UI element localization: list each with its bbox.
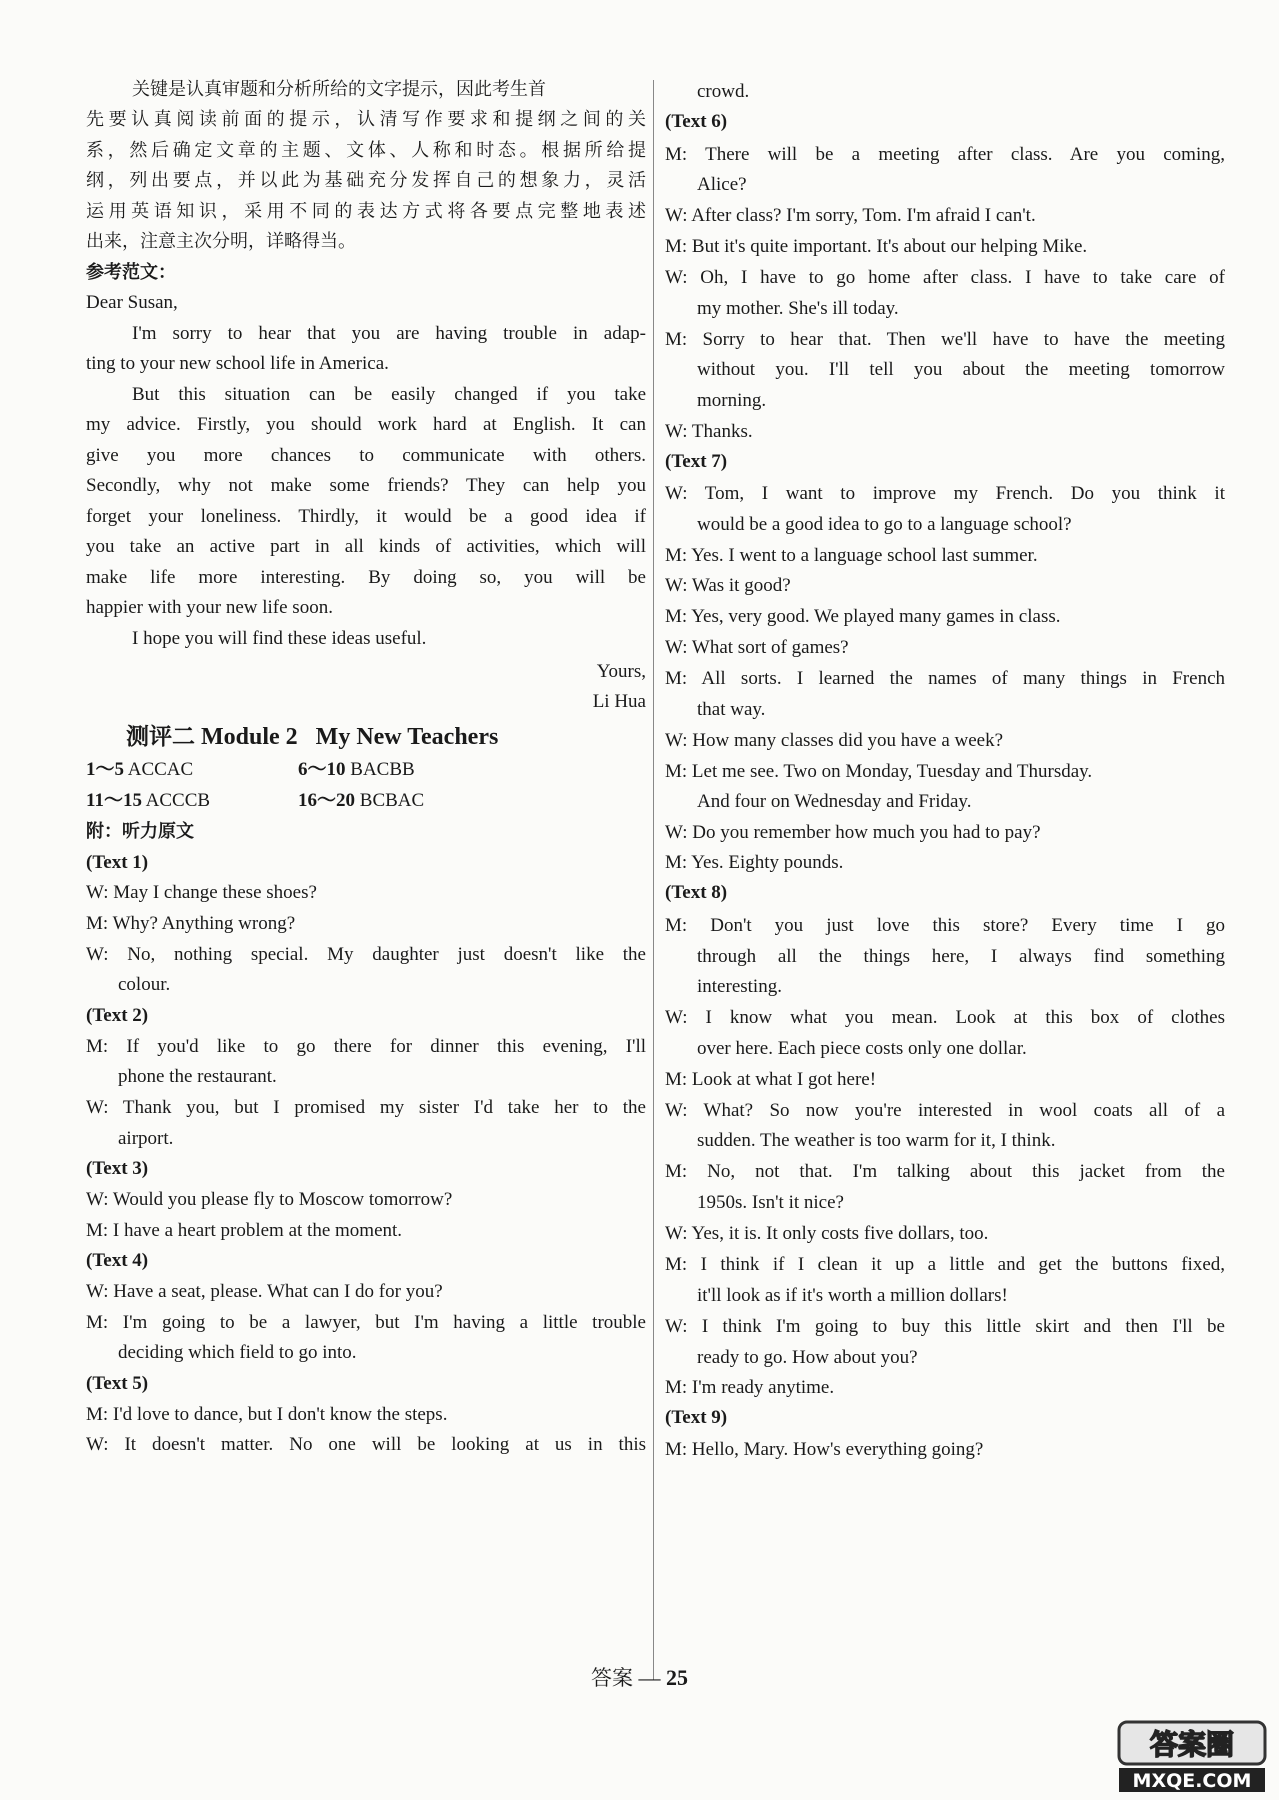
dialogue-line: And four on Wednesday and Friday. [697,791,972,812]
dialogue-line: M: No, not that. I'm talking about this jacket from the [665,1161,1225,1182]
dialogue-line: interesting. [697,976,782,997]
answer-row [86,789,210,813]
dialogue-line: W: May I change these shoes? [86,882,317,903]
appendix-label: 附：听力原文 [86,821,194,842]
letter-line: you take an active part in all kinds of activities, which will [86,536,646,557]
text-heading: (Text 2) [86,1005,149,1026]
dialogue-line: W: What sort of games? [665,637,849,658]
watermark-text-cn: 答案圈 [1149,1728,1235,1761]
dialogue-line: phone the restaurant. [118,1066,277,1087]
text-heading: (Text 4) [86,1250,149,1271]
dialogue-line: M: I'd love to dance, but I don't know the steps. [86,1404,448,1425]
intro-line: 先要认真阅读前面的提示，认清写作要求和提纲之间的关 [86,109,646,130]
text-heading: (Text 1) [86,852,149,873]
dialogue-line: M: Look at what I got here! [665,1069,877,1090]
page-footer [0,1662,1279,1692]
dialogue-line: morning. [697,390,767,411]
dialogue-line: W: I know what you mean. Look at this box of clothes [665,1007,1225,1028]
dialogue-line: would be a good idea to go to a language school? [697,514,1072,535]
dialogue-line: W: Have a seat, please. What can I do for you? [86,1281,443,1302]
answer-value: BACBB [350,759,415,780]
dialogue-line: M: Why? Anything wrong? [86,913,296,934]
letter-line: I hope you will find these ideas useful. [132,628,427,649]
letter-line: happier with your new life soon. [86,597,333,618]
dialogue-line: ready to go. How about you? [697,1347,918,1368]
letter-line: I'm sorry to hear that you are having trouble in adap- [132,323,646,344]
dialogue-line: M: Yes. Eighty pounds. [665,852,844,873]
text-heading: (Text 6) [665,111,728,132]
dialogue-line: W: Thanks. [665,421,753,442]
intro-line: 系，然后确定文章的主题、文体、人称和时态。根据所给提 [86,140,646,161]
dialogue-line: W: Do you remember how much you had to pay? [665,822,1041,843]
letter-signature: Li Hua [592,691,646,712]
dialogue-line: crowd. [697,81,750,102]
dialogue-line: 1950s. Isn't it nice? [697,1192,844,1213]
letter-line: Secondly, why not make some friends? They can help you [86,475,646,496]
dialogue-line: W: Would you please fly to Moscow tomorrow? [86,1189,453,1210]
dialogue-line: M: Sorry to hear that. Then we'll have to have the meeting [665,329,1225,350]
answer-value: BCBAC [359,790,425,811]
dialogue-line: W: After class? I'm sorry, Tom. I'm afraid I can't. [665,205,1036,226]
answer-range: 6～10 [298,759,346,780]
section-title-cn: 测评二 [126,724,195,750]
dialogue-line: through all the things here, I always find something [697,946,1225,967]
intro-line: 出来，注意主次分明，详略得当。 [86,231,356,252]
intro-line: 运用英语知识，采用不同的表达方式将各要点完整地表述 [86,201,646,222]
dialogue-line: W: I think I'm going to buy this little skirt and then I'll be [665,1316,1225,1337]
dialogue-line: Alice? [697,174,747,195]
dialogue-line: W: Yes, it is. It only costs five dollars, too. [665,1223,989,1244]
dialogue-line: M: I have a heart problem at the moment. [86,1220,403,1241]
dialogue-line: M: Yes. I went to a language school last summer. [665,545,1038,566]
answer-value: ACCCB [145,790,211,811]
letter-line: make life more interesting. By doing so, you will be [86,567,646,588]
dialogue-line: colour. [118,974,171,995]
dialogue-line: M: But it's quite important. It's about our helping Mike. [665,236,1088,257]
answer-row [298,758,415,782]
answer-row [298,789,424,813]
text-heading: (Text 7) [665,451,728,472]
dialogue-line: it'll look as if it's worth a million dollars! [697,1285,1008,1306]
dialogue-line: M: Yes, very good. We played many games in class. [665,606,1061,627]
watermark-logo-graphic [1117,1720,1267,1794]
letter-line: But this situation can be easily changed if you take [132,384,646,405]
dialogue-line: W: What? So now you're interested in wool coats all of a [665,1100,1225,1121]
dialogue-line: M: I'm going to be a lawyer, but I'm having a little trouble [86,1312,646,1333]
page-number: 25 [666,1665,688,1690]
watermark-url: MXQE.COM [1132,1770,1252,1792]
letter-line: ting to your new school life in America. [86,353,389,374]
dialogue-line: my mother. She's ill today. [697,298,899,319]
intro-line: 纲，列出要点，并以此为基础充分发挥自己的想象力，灵活 [86,170,646,191]
dialogue-line: M: Don't you just love this store? Every time I go [665,915,1225,936]
letter-line: give you more chances to communicate with others. [86,445,646,466]
dialogue-line: M: Let me see. Two on Monday, Tuesday and Thursday. [665,761,1093,782]
section-title [126,722,498,752]
dialogue-line: over here. Each piece costs only one dollar. [697,1038,1027,1059]
dialogue-line: W: Tom, I want to improve my French. Do you think it [665,483,1225,504]
dialogue-line: W: Was it good? [665,575,791,596]
dialogue-line: M: I'm ready anytime. [665,1377,835,1398]
section-title-en: Module 2 My New Teachers [201,724,499,750]
dialogue-line: M: Hello, Mary. How's everything going? [665,1439,984,1460]
text-heading: (Text 9) [665,1407,728,1428]
dialogue-line: W: Thank you, but I promised my sister I'd take her to the [86,1097,646,1118]
text-heading: (Text 3) [86,1158,149,1179]
dialogue-line: M: If you'd like to go there for dinner this evening, I'll [86,1036,646,1057]
dialogue-line: W: No, nothing special. My daughter just doesn't like the [86,944,646,965]
text-heading: (Text 8) [665,882,728,903]
answer-value: ACCAC [127,759,194,780]
dialogue-line: airport. [118,1128,174,1149]
dialogue-line: that way. [697,699,766,720]
dialogue-line: W: It doesn't matter. No one will be looking at us in this [86,1434,646,1455]
intro-line: 关键是认真审题和分析所给的文字提示，因此考生首 [132,79,546,100]
dialogue-line: M: I think if I clean it up a little and get the buttons fixed, [665,1254,1225,1275]
dialogue-line: M: All sorts. I learned the names of many things in French [665,668,1225,689]
dialogue-line: W: How many classes did you have a week? [665,730,1004,751]
dialogue-line: W: Oh, I have to go home after class. I have to take care of [665,267,1225,288]
sample-essay-label: 参考范文： [86,262,176,283]
text-heading: (Text 5) [86,1373,149,1394]
letter-greeting: Dear Susan, [86,292,178,313]
dialogue-line: sudden. The weather is too warm for it, I think. [697,1130,1056,1151]
answer-row [86,758,193,782]
answer-range: 1～5 [86,759,125,780]
footer-dash: — [638,1665,661,1690]
dialogue-line: without you. I'll tell you about the meeting tomorrow [697,359,1225,380]
column-divider [653,80,654,1680]
footer-label: 答案 [591,1666,633,1690]
watermark-logo [1117,1720,1267,1794]
letter-line: my advice. Firstly, you should work hard at English. It can [86,414,646,435]
answer-range: 11～15 [86,790,142,811]
answer-range: 16～20 [298,790,356,811]
letter-closing: Yours, [596,661,646,682]
dialogue-line: M: There will be a meeting after class. Are you coming, [665,144,1225,165]
letter-line: forget your loneliness. Thirdly, it would be a good idea if [86,506,646,527]
dialogue-line: deciding which field to go into. [118,1342,357,1363]
